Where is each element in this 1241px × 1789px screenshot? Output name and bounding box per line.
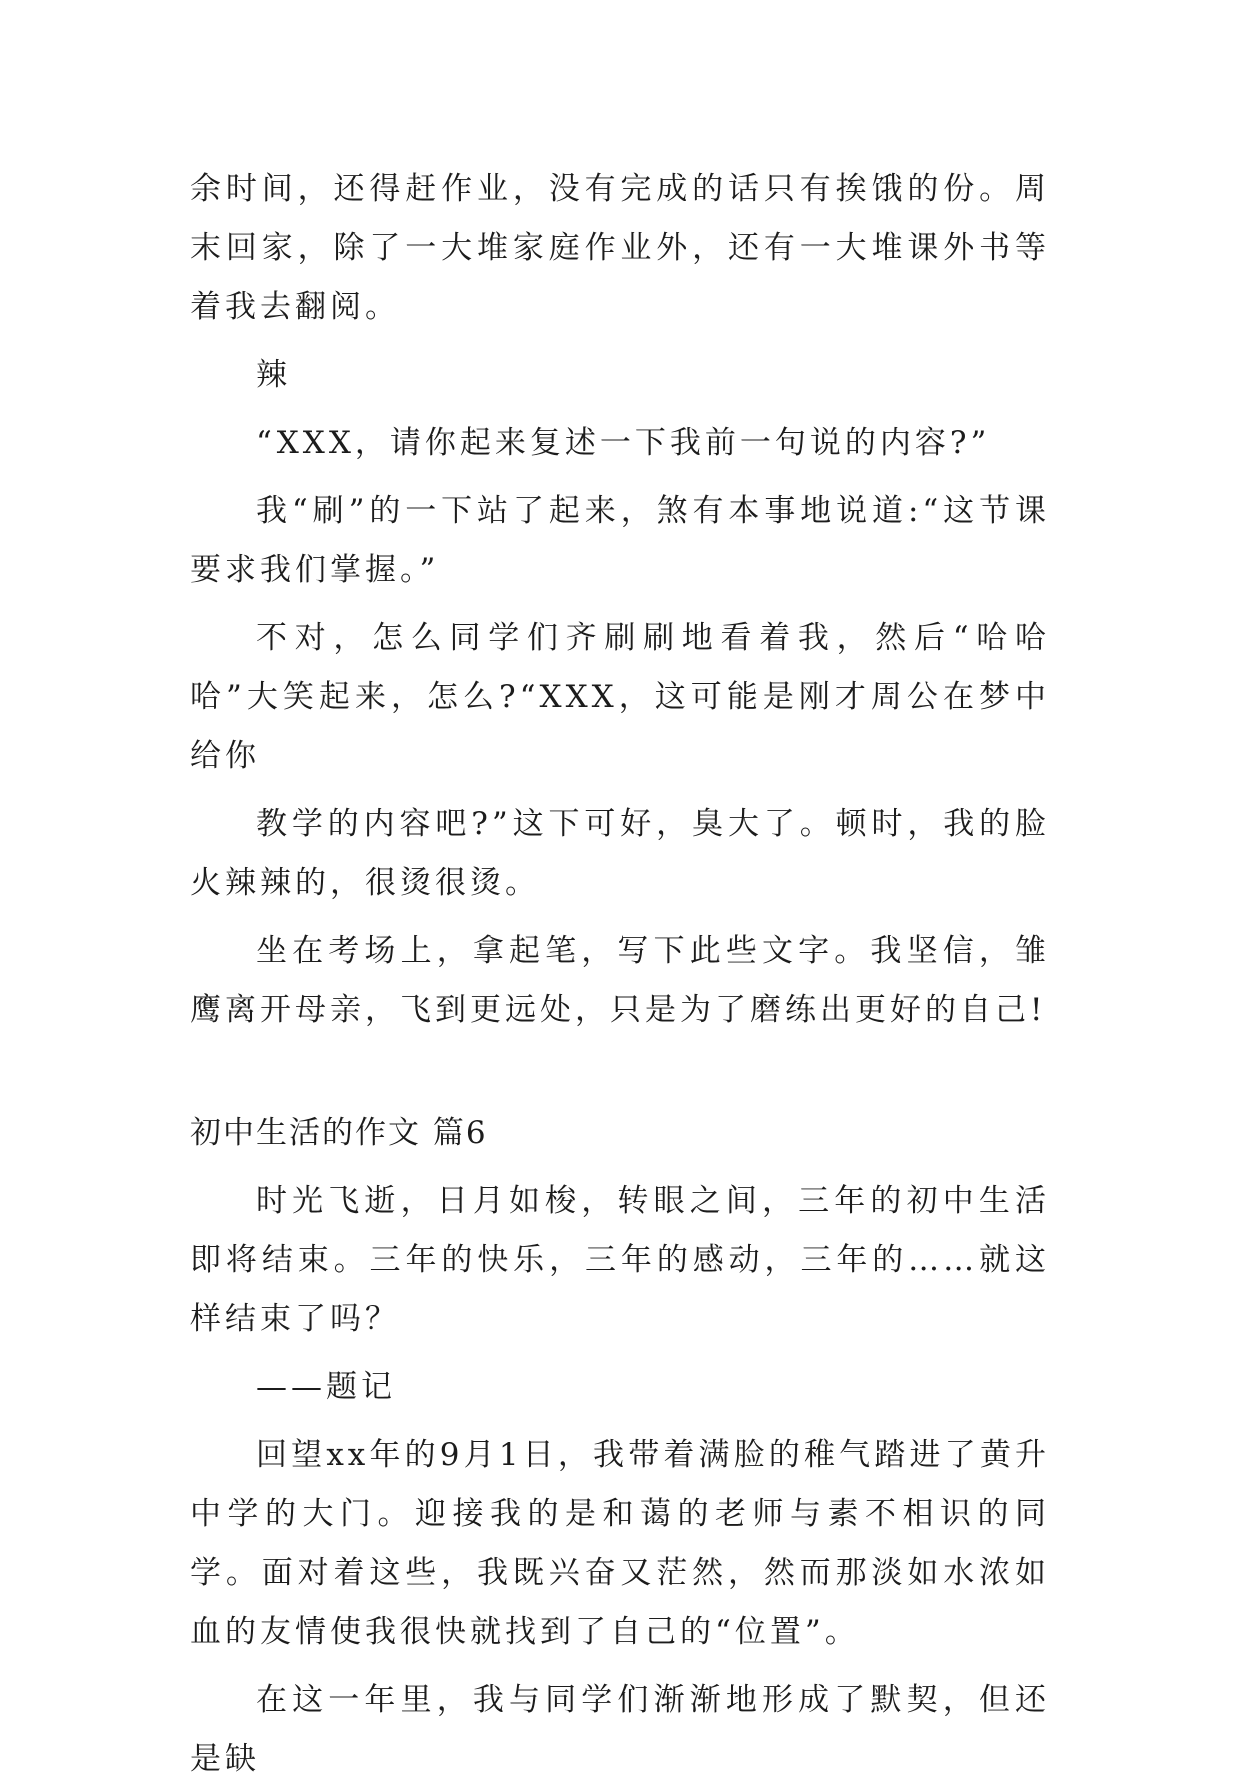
paragraph-10: 回望xx年的9月1日，我带着满脸的稚气踏进了黄升中学的大门。迎接我的是和蔼的老师与素不相识的同学。面对着这些，我既兴奋又茫然，然而那淡如水浓如血的友情使我很快就找到了自己的“位置”。 (190, 1437, 1050, 1650)
paragraph-4: 我“刷”的一下站了起来，煞有本事地说道:“这节课要求我们掌握。” (190, 493, 1050, 588)
paragraph-11: 在这一年里，我与同学们渐渐地形成了默契，但还是缺 (190, 1682, 1050, 1777)
paragraph-9: ——题记 (256, 1369, 396, 1405)
paragraph-3: “XXX，请你起来复述一下我前一句说的内容?” (256, 425, 991, 461)
paragraph-2: 辣 (256, 357, 291, 393)
section-heading: 初中生活的作文 篇6 (190, 1115, 488, 1151)
paragraph-1: 余时间，还得赶作业，没有完成的话只有挨饿的份。周末回家，除了一大堆家庭作业外，还有一大堆课外书等着我去翻阅。 (190, 171, 1050, 325)
paragraph-8: 时光飞逝，日月如梭，转眼之间，三年的初中生活即将结束。三年的快乐，三年的感动，三年的……就这样结束了吗？ (190, 1183, 1050, 1337)
paragraph-6: 教学的内容吧?”这下可好，臭大了。顿时，我的脸火辣辣的，很烫很烫。 (190, 806, 1050, 901)
paragraph-5: 不对，怎么同学们齐刷刷地看着我，然后“哈哈哈”大笑起来，怎么?“XXX，这可能是刚才周公在梦中给你 (190, 620, 1050, 774)
paragraph-7: 坐在考场上，拿起笔，写下此些文字。我坚信，雏鹰离开母亲，飞到更远处，只是为了磨练出更好的自己! (190, 933, 1050, 1028)
document-body (190, 160, 1050, 1789)
